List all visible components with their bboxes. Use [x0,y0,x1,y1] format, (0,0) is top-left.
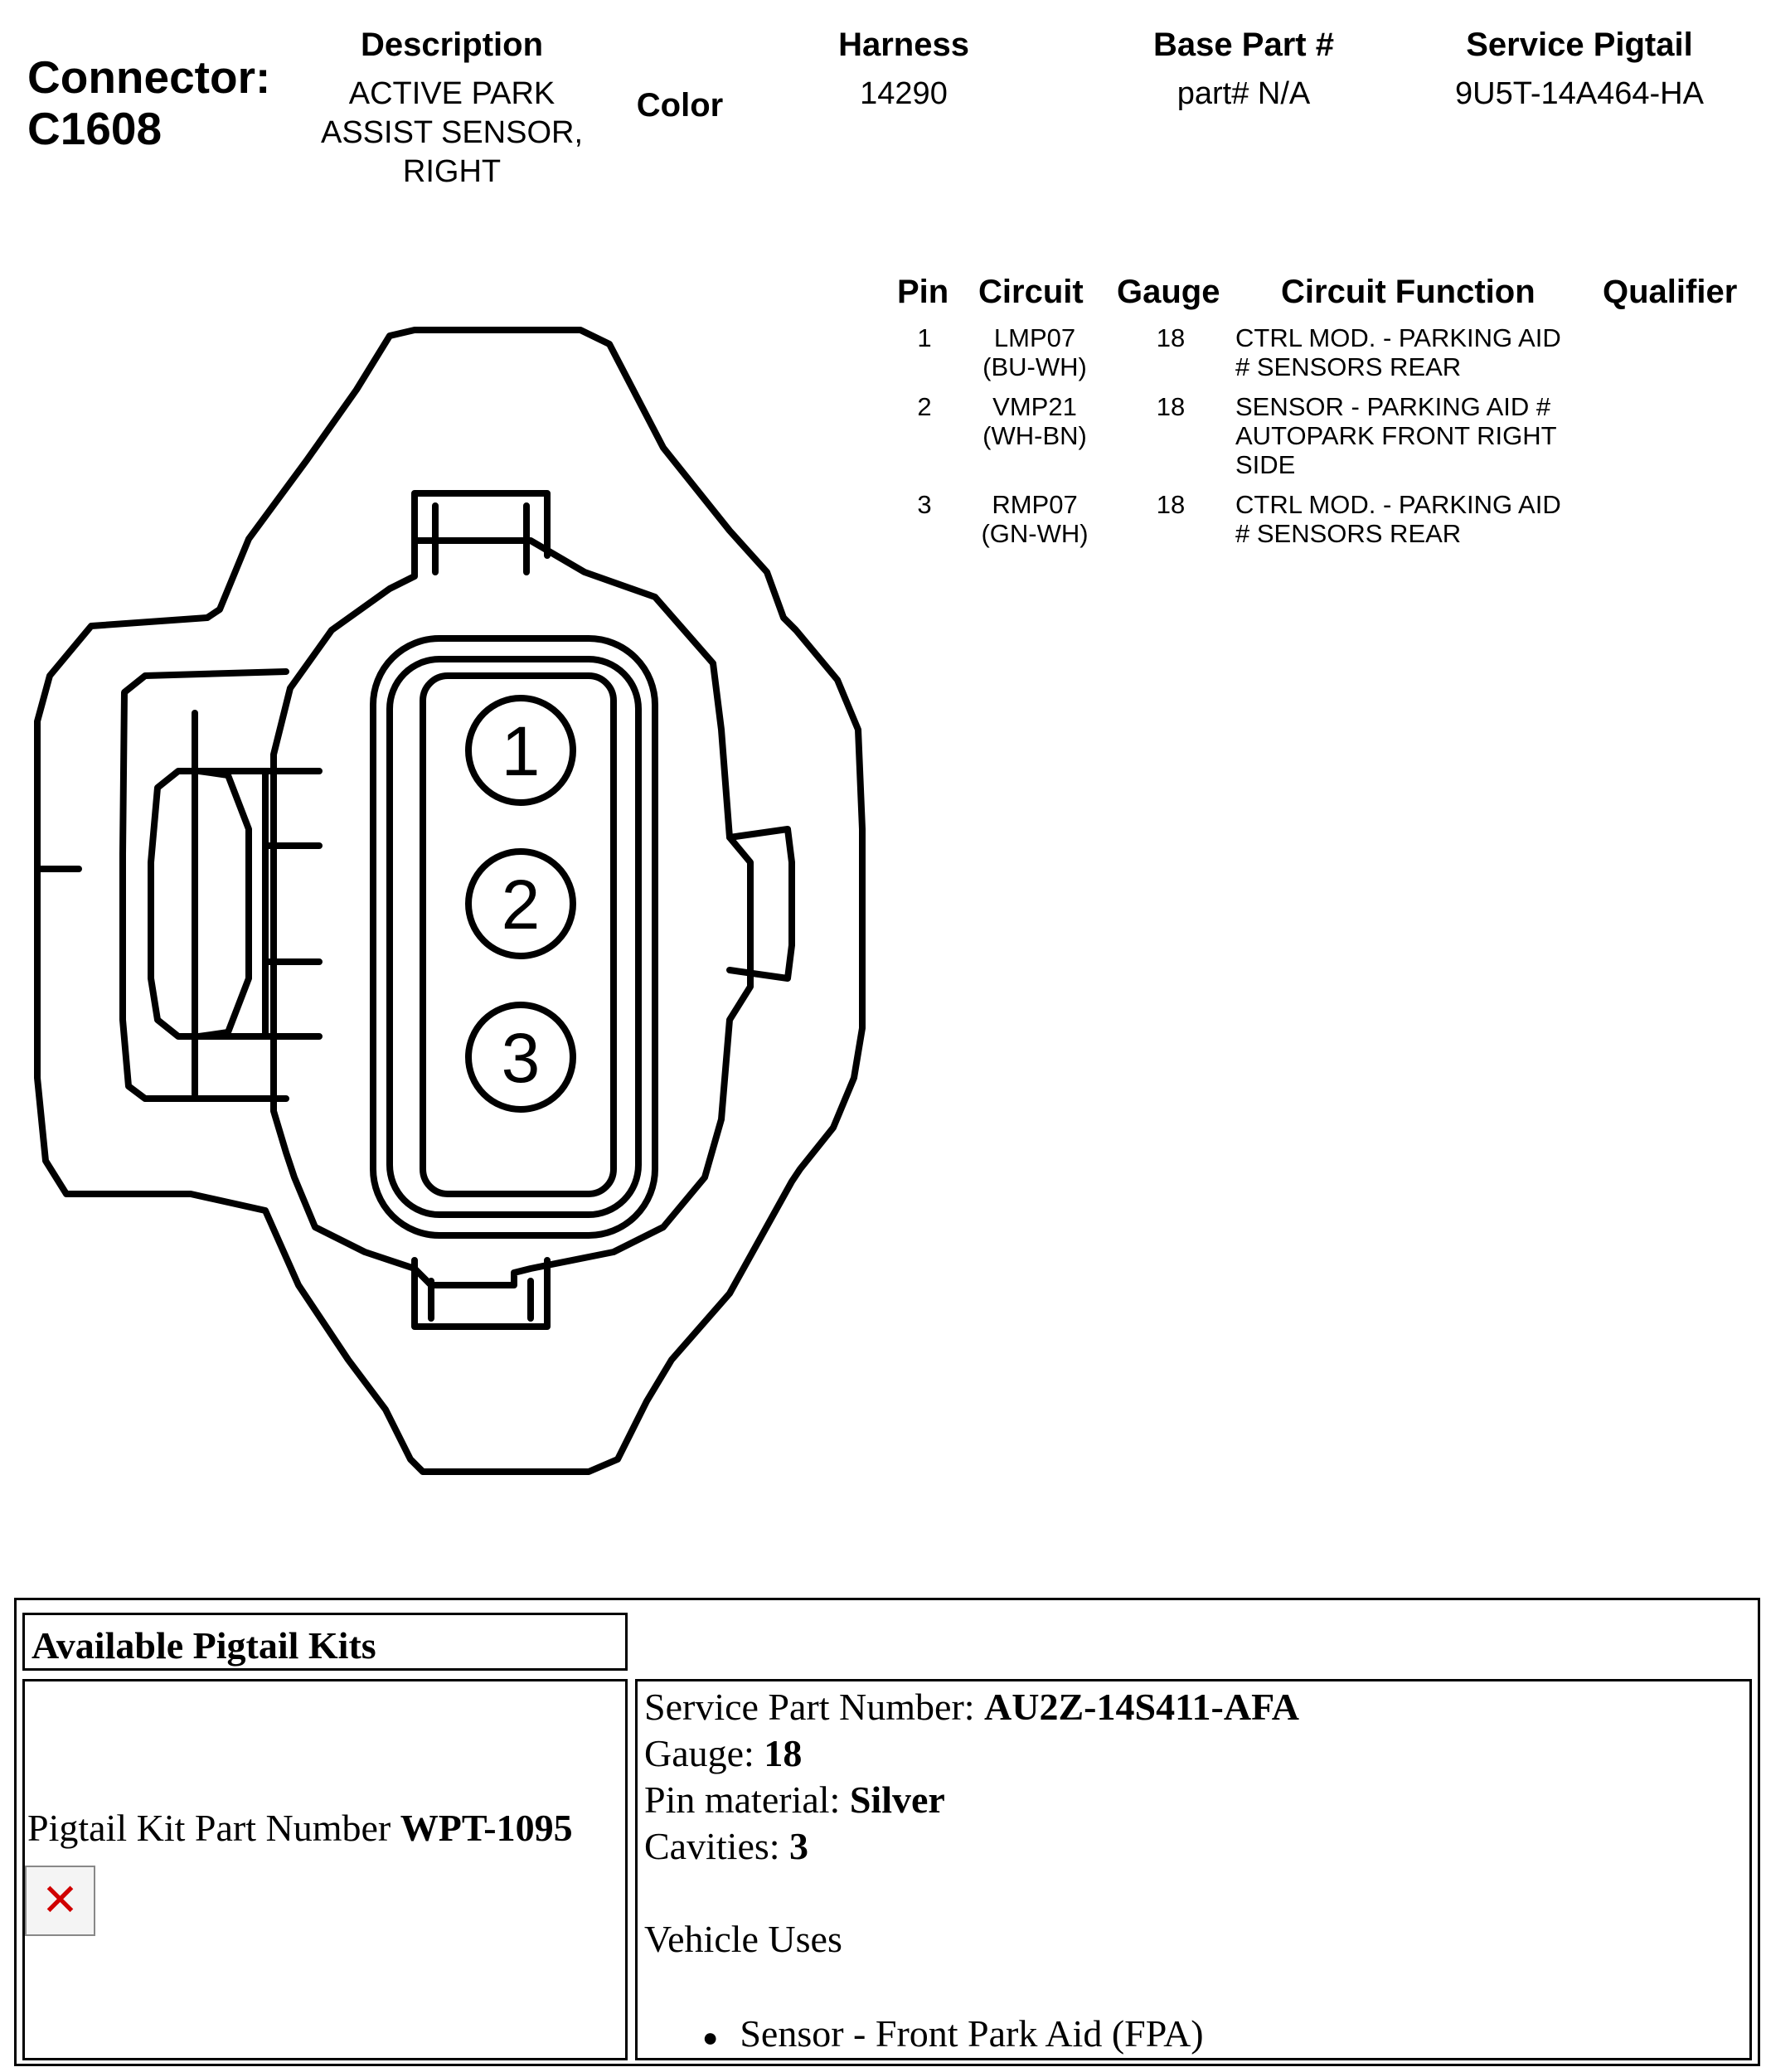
pin-number: 2 [917,392,932,421]
kit-cell [22,1679,628,2060]
cavity-label: 1 [501,712,541,790]
circuit-function-col-header: Circuit Function [1281,274,1536,310]
pin-material-label: Pin material: [644,1778,841,1821]
service-pigtail-title: Service Pigtail [1466,27,1693,63]
function-line: # SENSORS REAR [1235,519,1462,548]
kit-image-placeholder [25,1866,95,1936]
color-title: Color [636,87,724,124]
connector-id: C1608 [27,103,163,154]
service-part-row [644,1684,1749,1730]
description-line: RIGHT [402,154,502,189]
cavity-label: 3 [501,1019,541,1097]
pin-function [1235,490,1625,548]
connector-heading [27,51,270,154]
pin-circuit [952,392,1118,450]
pigtail-title-text: Available Pigtail Kits [32,1624,376,1667]
connector-label: Connector: [27,51,271,103]
description-line: ASSIST SENSOR, [320,115,584,150]
cavity-label: 2 [501,866,541,944]
left-lock-inner [151,771,319,1036]
pin-number: 3 [917,490,932,519]
function-line: SIDE [1235,450,1296,479]
kit-label: Pigtail Kit Part Number [27,1807,391,1849]
pin-gauge: 18 [1156,490,1186,519]
service-pigtail-value: 9U5T-14A464-HA [1455,76,1704,111]
description-line: ACTIVE PARK [348,76,556,111]
circuit-id: VMP21 [992,392,1077,421]
pin-circuit [952,490,1118,548]
function-line: SENSOR - PARKING AID # [1235,392,1551,421]
pin-gauge: 18 [1156,323,1186,352]
cavity-2 [468,852,573,956]
gauge-col-header: Gauge [1117,274,1220,310]
service-part-value: AU2Z-14S411-AFA [984,1686,1299,1728]
cavities-value: 3 [789,1825,809,1867]
pin-circuit [952,323,1118,381]
qualifier-col-header: Qualifier [1603,274,1738,310]
function-line: CTRL MOD. - PARKING AID [1235,490,1561,519]
bullet-icon: ● [702,2022,719,2053]
pin-material-row [644,1777,1749,1823]
pin-gauge: 18 [1156,392,1186,421]
function-line: # SENSORS REAR [1235,352,1462,381]
base-part-value: part# N/A [1177,76,1311,111]
pin-col-header: Pin [897,274,949,310]
circuit-color: (GN-WH) [981,519,1089,548]
gauge-value: 18 [764,1732,803,1774]
gauge-row [644,1730,1749,1777]
pin-function [1235,392,1625,479]
connector-face-diagram [0,298,895,1501]
gauge-label: Gauge: [644,1732,754,1774]
kit-details-cell [635,1679,1752,2060]
function-line: AUTOPARK FRONT RIGHT [1235,421,1557,450]
cavities-label: Cavities: [644,1825,780,1867]
circuit-color: (WH-BN) [982,421,1087,450]
circuit-id: LMP07 [993,323,1076,352]
pin-function [1235,323,1625,381]
cavities-row [644,1823,1749,1870]
cavity-1 [468,698,573,803]
vehicle-uses-label: Vehicle Uses [644,1918,842,1960]
harness-title: Harness [838,27,969,63]
description-title: Description [360,27,544,63]
pin-number: 1 [917,323,932,352]
circuit-id: RMP07 [992,490,1078,519]
housing-outline [37,330,862,1472]
kit-part-number [27,1806,573,1850]
pigtail-kits-title [22,1613,628,1671]
service-part-label: Service Part Number: [644,1686,975,1728]
circuit-col-header: Circuit [978,274,1084,310]
function-line: CTRL MOD. - PARKING AID [1235,323,1561,352]
description-value [286,75,618,192]
base-part-title: Base Part # [1153,27,1334,63]
circuit-color: (BU-WH) [982,352,1087,381]
kit-number: WPT-1095 [400,1807,573,1849]
cavity-3 [468,1005,573,1109]
vehicle-use-text: Sensor - Front Park Aid (FPA) [740,2012,1204,2055]
broken-image-icon: ✕ [41,1875,80,1925]
harness-value: 14290 [860,76,948,111]
pin-material-value: Silver [849,1778,945,1821]
vehicle-use-item [644,2011,1749,2060]
